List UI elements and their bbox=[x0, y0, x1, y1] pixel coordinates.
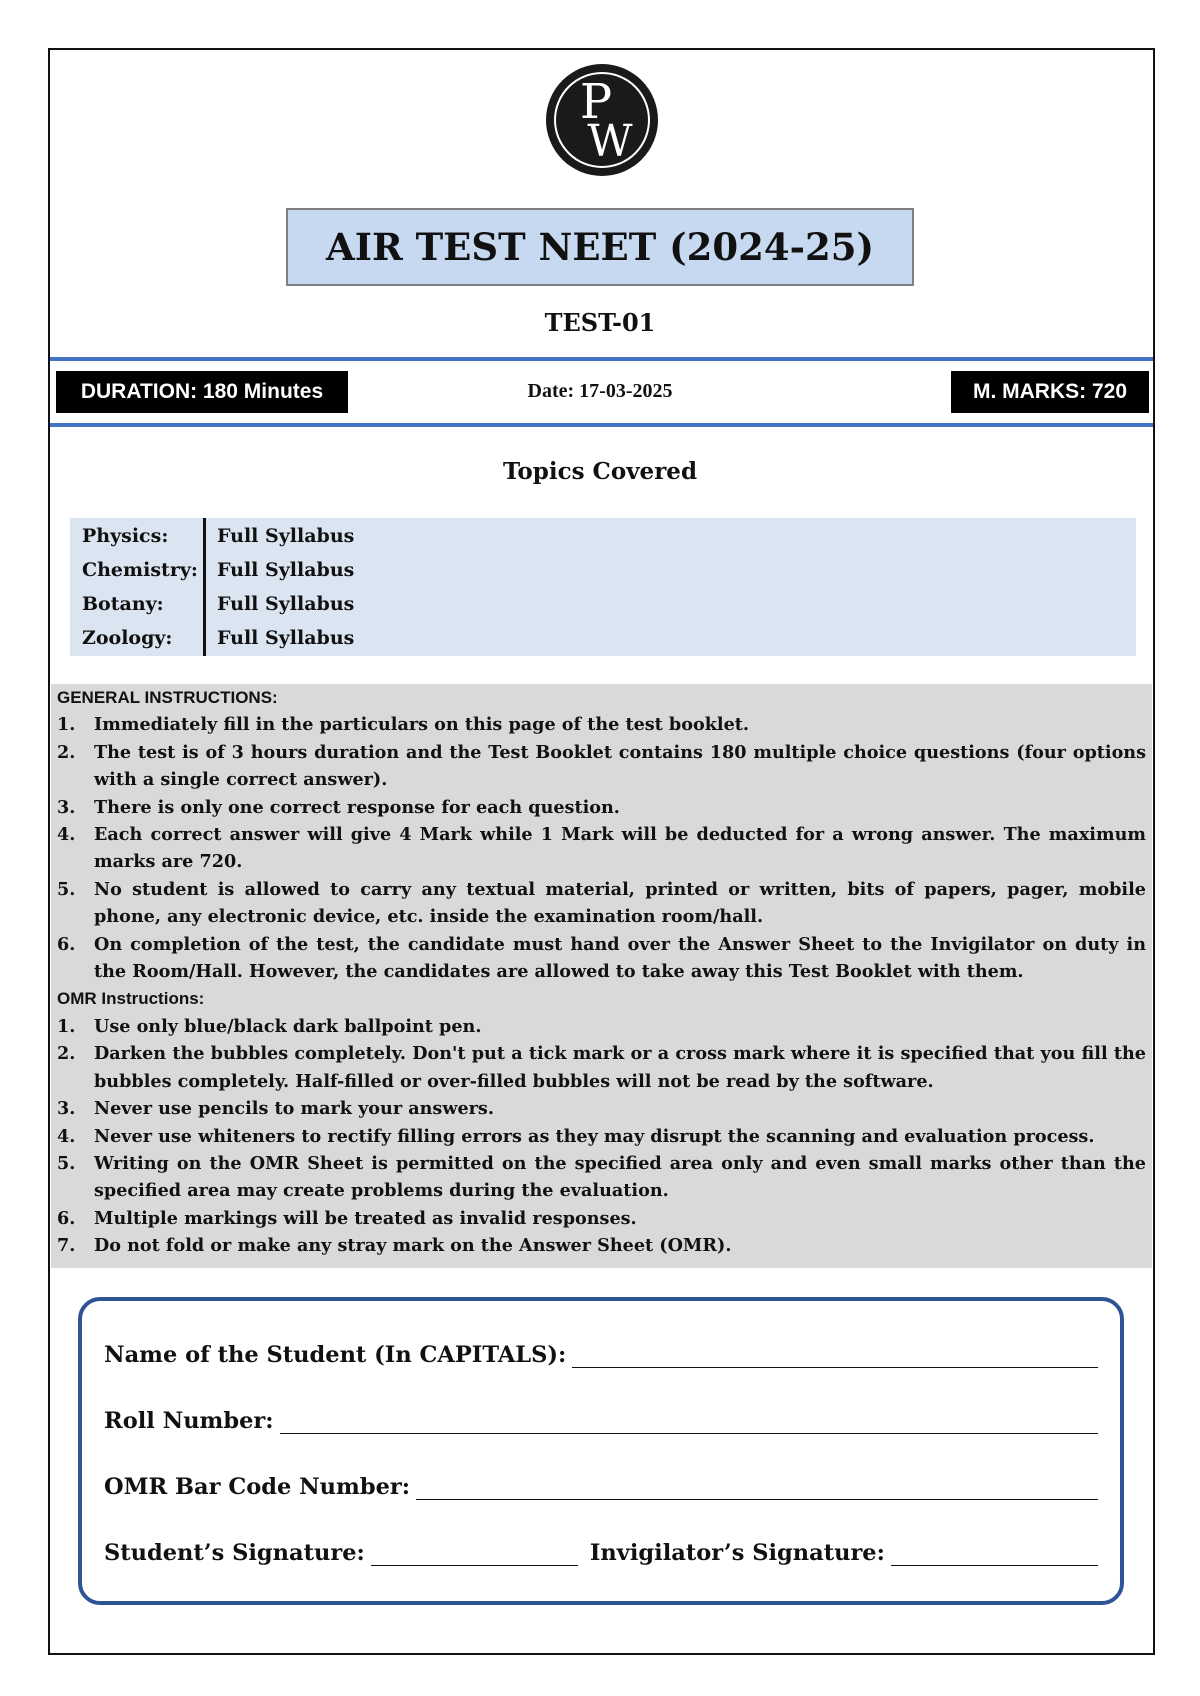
item-number: 6. bbox=[57, 1207, 76, 1229]
item-number: 1. bbox=[57, 714, 76, 736]
item-text: Writing on the OMR Sheet is permitted on the specified area only and even small marks other than the specified area may create problems during the evaluation. bbox=[94, 1152, 1146, 1202]
test-title: AIR TEST NEET (2024-25) bbox=[286, 208, 914, 286]
list-item bbox=[51, 821, 1152, 876]
instructions-panel bbox=[51, 684, 1152, 1268]
item-text: Do not fold or make any stray mark on the Answer Sheet (OMR). bbox=[94, 1235, 732, 1257]
list-item bbox=[51, 931, 1152, 986]
student-signature-label: Student’s Signature: bbox=[104, 1540, 365, 1566]
item-text: Each correct answer will give 4 Mark while 1 Mark will be deducted for a wrong answer. The maximum marks are 720. bbox=[94, 824, 1146, 873]
roll-label: Roll Number: bbox=[104, 1408, 274, 1434]
roll-line bbox=[104, 1408, 1098, 1434]
list-item bbox=[51, 711, 1152, 738]
topic-row bbox=[70, 621, 1136, 655]
item-number: 3. bbox=[57, 796, 76, 818]
item-number: 5. bbox=[57, 878, 76, 900]
svg-text:P: P bbox=[579, 74, 613, 130]
item-text: Never use whiteners to rectify filling errors as they may disrupt the scanning and evaluation process. bbox=[94, 1125, 1095, 1147]
topic-coverage: Full Syllabus bbox=[217, 525, 355, 547]
info-bar-top-rule bbox=[50, 357, 1153, 361]
omr-instructions-heading: OMR Instructions: bbox=[57, 989, 205, 1009]
topic-subject: Physics: bbox=[82, 525, 169, 547]
name-line bbox=[104, 1342, 1098, 1368]
svg-text:W: W bbox=[587, 116, 633, 167]
list-item bbox=[51, 794, 1152, 821]
item-text: There is only one correct response for each question. bbox=[94, 796, 620, 818]
list-item bbox=[51, 1013, 1152, 1040]
name-field[interactable] bbox=[572, 1345, 1098, 1368]
invigilator-signature-field[interactable] bbox=[891, 1543, 1098, 1566]
invigilator-signature-label: Invigilator’s Signature: bbox=[589, 1540, 885, 1566]
max-marks-badge: M. MARKS: 720 bbox=[951, 371, 1149, 413]
list-item bbox=[51, 1040, 1152, 1095]
topics-heading: Topics Covered bbox=[502, 458, 698, 485]
list-item bbox=[51, 1123, 1152, 1150]
topic-coverage: Full Syllabus bbox=[217, 559, 355, 581]
omr-barcode-field[interactable] bbox=[416, 1477, 1098, 1500]
item-text: No student is allowed to carry any textual material, printed or written, bits of papers, pager, mobile phone, any electronic device, etc. inside the examination room/hall. bbox=[94, 878, 1146, 928]
list-item bbox=[51, 1150, 1152, 1205]
omr-barcode-label: OMR Bar Code Number: bbox=[104, 1474, 411, 1500]
item-text: Immediately fill in the particulars on this page of the test booklet. bbox=[94, 714, 750, 736]
item-text: Use only blue/black dark ballpoint pen. bbox=[94, 1015, 482, 1037]
test-date: Date: 17-03-2025 bbox=[527, 380, 673, 402]
item-number: 2. bbox=[57, 741, 76, 763]
omr-line bbox=[104, 1474, 1098, 1500]
topic-row bbox=[70, 553, 1136, 587]
item-text: The test is of 3 hours duration and the Test Booklet contains 180 multiple choice questions (four options with a single correct answer). bbox=[94, 741, 1146, 791]
topic-coverage: Full Syllabus bbox=[217, 593, 355, 615]
item-number: 3. bbox=[57, 1098, 76, 1120]
student-signature-field[interactable] bbox=[371, 1543, 578, 1566]
list-item bbox=[51, 1232, 1152, 1259]
topic-row bbox=[70, 587, 1136, 621]
item-number: 4. bbox=[57, 1125, 76, 1147]
item-text: Multiple markings will be treated as invalid responses. bbox=[94, 1207, 637, 1229]
item-text: Darken the bubbles completely. Don't put a tick mark or a cross mark where it is specified that you fill the bubbles completely. Half-filled or over-filled bubbles will not be read by the software. bbox=[94, 1043, 1146, 1092]
topic-subject: Chemistry: bbox=[82, 559, 198, 581]
pw-logo bbox=[544, 62, 660, 178]
item-text: On completion of the test, the candidate must hand over the Answer Sheet to the Invigilator on duty in the Room/Hall. However, the candidates are allowed to take away this Test Booklet with them. bbox=[94, 933, 1146, 983]
name-label: Name of the Student (In CAPITALS): bbox=[104, 1342, 567, 1368]
general-instructions-heading: GENERAL INSTRUCTIONS: bbox=[57, 688, 278, 707]
item-number: 7. bbox=[57, 1235, 76, 1257]
roll-number-field[interactable] bbox=[280, 1411, 1098, 1434]
item-number: 2. bbox=[57, 1043, 76, 1065]
general-instructions-list bbox=[51, 711, 1152, 985]
signature-line bbox=[104, 1540, 1098, 1566]
topic-coverage: Full Syllabus bbox=[217, 627, 355, 649]
topic-subject: Zoology: bbox=[82, 627, 173, 649]
test-id: TEST-01 bbox=[544, 308, 656, 337]
topic-subject: Botany: bbox=[82, 593, 164, 615]
list-item bbox=[51, 876, 1152, 931]
item-number: 4. bbox=[57, 824, 76, 846]
list-item bbox=[51, 739, 1152, 794]
item-text: Never use pencils to mark your answers. bbox=[94, 1098, 494, 1120]
duration-badge: DURATION: 180 Minutes bbox=[56, 371, 348, 413]
item-number: 1. bbox=[57, 1015, 76, 1037]
info-bar-bottom-rule bbox=[50, 423, 1153, 427]
omr-instructions-list bbox=[51, 1013, 1152, 1260]
list-item bbox=[51, 1205, 1152, 1232]
topics-table bbox=[70, 518, 1136, 656]
student-details-form bbox=[78, 1297, 1124, 1605]
item-number: 6. bbox=[57, 933, 76, 955]
item-number: 5. bbox=[57, 1152, 76, 1174]
list-item bbox=[51, 1095, 1152, 1122]
topic-row bbox=[70, 519, 1136, 553]
